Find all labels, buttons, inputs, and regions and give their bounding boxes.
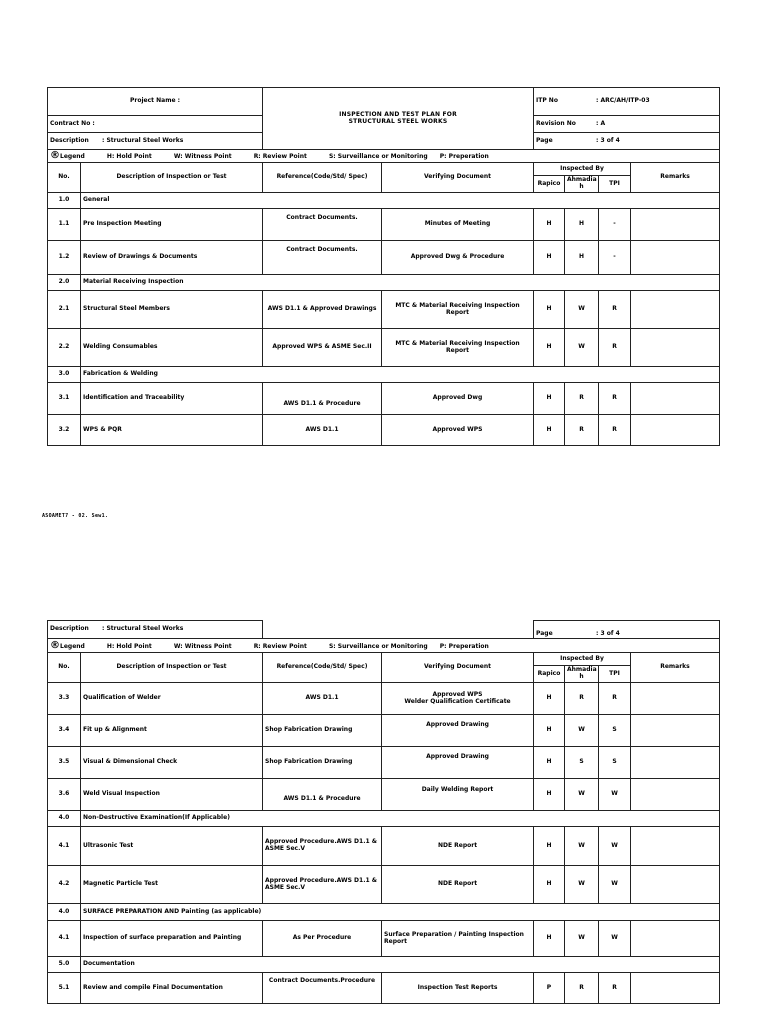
row-rapico: H: [534, 329, 565, 367]
row-remarks: [631, 973, 720, 1004]
col-header-tpi: TPI: [599, 176, 631, 193]
header-blank: [263, 621, 534, 639]
row-remarks: [631, 683, 720, 715]
row-rapico: H: [534, 866, 565, 904]
row-rapico: P: [534, 973, 565, 1004]
row-ahmadiah: W: [565, 329, 599, 367]
row-verifying: Approved Dwg: [382, 383, 534, 415]
table-row: [48, 921, 720, 957]
section-number: 3.0: [48, 367, 81, 383]
row-reference: AWS D1.1: [263, 683, 382, 715]
description: [48, 621, 263, 639]
document-stamp: ASOAMET7 - 02. Sew1.: [42, 513, 109, 519]
section-row: [48, 904, 720, 921]
row-tpi: W: [599, 921, 631, 957]
row-ahmadiah: R: [565, 973, 599, 1004]
row-tpi: W: [599, 866, 631, 904]
row-no: 4.1: [48, 827, 81, 866]
row-ahmadiah: H: [565, 241, 599, 275]
row-no: 1.2: [48, 241, 81, 275]
row-reference: Approved Procedure.AWS D1.1 & ASME Sec.V: [263, 827, 382, 866]
row-no: 2.2: [48, 329, 81, 367]
table-row: [48, 747, 720, 779]
revision-value: : A: [596, 119, 606, 127]
row-ahmadiah: W: [565, 715, 599, 747]
row-verifying-line-2: Welder Qualification Certificate: [404, 697, 511, 705]
row-verifying: MTC & Material Receiving Inspection Report: [382, 329, 534, 367]
row-remarks: [631, 383, 720, 415]
legend-symbol: ®: [50, 150, 60, 162]
row-reference: Contract Documents.: [263, 241, 382, 275]
table-row: [48, 415, 720, 446]
contract-no-label: Contract No :: [50, 119, 95, 127]
table-row: [48, 683, 720, 715]
row-reference: AWS D1.1 & Procedure: [263, 383, 382, 415]
table-row: [48, 827, 720, 866]
row-tpi: R: [599, 329, 631, 367]
section-row: [48, 811, 720, 827]
row-reference: Contract Documents.: [263, 209, 382, 241]
row-description: Welding Consumables: [81, 329, 263, 367]
col-header-verifying: Verifying Document: [382, 653, 534, 683]
section-title: Non-Destructive Examination(If Applicable): [81, 811, 720, 827]
table-row: [48, 779, 720, 811]
row-ahmadiah: H: [565, 209, 599, 241]
col-header-remarks: Remarks: [631, 653, 720, 683]
legend-label: Legend: [60, 153, 85, 161]
row-remarks: [631, 715, 720, 747]
itp-table-1: [47, 87, 720, 446]
row-tpi: S: [599, 747, 631, 779]
table-row: [48, 329, 720, 367]
col-header-reference: Reference(Code/Std/ Spec): [263, 653, 382, 683]
row-no: 3.3: [48, 683, 81, 715]
legend-symbol: ®: [50, 639, 60, 651]
section-row: [48, 957, 720, 973]
row-no: 5.1: [48, 973, 81, 1004]
page-value: : 3 of 4: [596, 630, 620, 638]
row-ahmadiah: S: [565, 747, 599, 779]
row-tpi: -: [599, 209, 631, 241]
row-remarks: [631, 779, 720, 811]
row-tpi: R: [599, 973, 631, 1004]
row-description: Weld Visual Inspection: [81, 779, 263, 811]
row-no: 3.6: [48, 779, 81, 811]
row-tpi: -: [599, 241, 631, 275]
table-row: [48, 241, 720, 275]
row-verifying: Surface Preparation / Painting Inspection Report: [382, 921, 534, 957]
row-reference: Shop Fabrication Drawing: [263, 715, 382, 747]
row-verifying: NDE Report: [382, 827, 534, 866]
col-header-ahmadiah: Ahmadia h: [565, 666, 599, 683]
legend-surveillance: S: Surveillance or Monitoring: [328, 642, 428, 650]
row-description: Qualification of Welder: [81, 683, 263, 715]
legend-surveillance: S: Surveillance or Monitoring: [328, 153, 428, 161]
row-reference: Contract Documents.Procedure: [263, 973, 382, 1004]
row-rapico: H: [534, 827, 565, 866]
legend-review: R: Review Point: [253, 642, 307, 650]
col-header-reference: Reference(Code/Std/ Spec): [263, 163, 382, 193]
document-title: [263, 88, 534, 150]
row-rapico: H: [534, 921, 565, 957]
row-no: 3.4: [48, 715, 81, 747]
col-header-no: No.: [48, 163, 81, 193]
row-verifying: Inspection Test Reports: [382, 973, 534, 1004]
row-remarks: [631, 866, 720, 904]
row-rapico: H: [534, 683, 565, 715]
row-ahmadiah: W: [565, 921, 599, 957]
itp-no-value: : ARC/AH/ITP-03: [596, 97, 650, 105]
row-reference: AWS D1.1: [263, 415, 382, 446]
row-rapico: H: [534, 715, 565, 747]
legend-label: Legend: [60, 642, 85, 650]
row-tpi: S: [599, 715, 631, 747]
description: [48, 133, 263, 150]
row-remarks: [631, 329, 720, 367]
row-reference: AWS D1.1 & Approved Drawings: [263, 291, 382, 329]
row-verifying-line-1: Approved WPS: [432, 690, 483, 698]
row-verifying: Approved Dwg & Procedure: [382, 241, 534, 275]
row-ahmadiah: W: [565, 779, 599, 811]
row-description: Ultrasonic Test: [81, 827, 263, 866]
row-no: 4.1: [48, 921, 81, 957]
legend-row: [48, 150, 720, 163]
section-number: 4.0: [48, 811, 81, 827]
col-header-inspected-by: Inspected By: [534, 653, 631, 666]
legend-row: [48, 639, 720, 653]
section-number: 2.0: [48, 275, 81, 291]
row-no: 1.1: [48, 209, 81, 241]
row-remarks: [631, 291, 720, 329]
row-tpi: R: [599, 383, 631, 415]
row-verifying: [382, 683, 534, 715]
section-row: [48, 367, 720, 383]
description-label: Description: [50, 625, 89, 633]
row-remarks: [631, 921, 720, 957]
row-description: Pre Inspection Meeting: [81, 209, 263, 241]
row-description: Fit up & Alignment: [81, 715, 263, 747]
row-description: Magnetic Particle Test: [81, 866, 263, 904]
row-description: Inspection of surface preparation and Painting: [81, 921, 263, 957]
itp-no-label: ITP No: [536, 97, 558, 105]
legend-preparation: P: Preperation: [439, 153, 489, 161]
row-rapico: H: [534, 383, 565, 415]
section-number: 1.0: [48, 193, 81, 209]
section-row: [48, 275, 720, 291]
row-rapico: H: [534, 209, 565, 241]
itp-table-2: [47, 620, 720, 1004]
row-description: Review of Drawings & Documents: [81, 241, 263, 275]
row-ahmadiah: W: [565, 291, 599, 329]
description-value: : Structural Steel Works: [102, 625, 184, 633]
row-tpi: W: [599, 827, 631, 866]
row-rapico: H: [534, 291, 565, 329]
row-reference: AWS D1.1 & Procedure: [263, 779, 382, 811]
revision-label: Revision No: [536, 119, 576, 127]
row-remarks: [631, 747, 720, 779]
row-ahmadiah: R: [565, 683, 599, 715]
title-line-2: STRUCTURAL STEEL WORKS: [348, 117, 448, 125]
section-title: Material Receiving Inspection: [81, 275, 720, 291]
row-no: 3.1: [48, 383, 81, 415]
itp-sheet-page-1: [47, 87, 719, 446]
description-label: Description: [50, 136, 89, 144]
row-reference: Shop Fabrication Drawing: [263, 747, 382, 779]
row-no: 3.2: [48, 415, 81, 446]
row-ahmadiah: W: [565, 827, 599, 866]
page-label: Page: [536, 630, 553, 638]
section-number: 4.0: [48, 904, 81, 921]
row-description: Review and compile Final Documentation: [81, 973, 263, 1004]
legend-preparation: P: Preperation: [439, 642, 489, 650]
col-header-description: Description of Inspection or Test: [81, 163, 263, 193]
section-number: 5.0: [48, 957, 81, 973]
itp-no: [534, 88, 720, 116]
row-rapico: H: [534, 779, 565, 811]
legend-hold: H: Hold Point: [106, 642, 152, 650]
row-reference: Approved WPS & ASME Sec.II: [263, 329, 382, 367]
section-title: General: [81, 193, 720, 209]
row-tpi: R: [599, 415, 631, 446]
page-no: [534, 621, 720, 639]
legend-review: R: Review Point: [253, 153, 307, 161]
row-ahmadiah: R: [565, 415, 599, 446]
row-ahmadiah: R: [565, 383, 599, 415]
row-reference: As Per Procedure: [263, 921, 382, 957]
row-verifying: Approved WPS: [382, 415, 534, 446]
row-no: 3.5: [48, 747, 81, 779]
row-rapico: H: [534, 241, 565, 275]
section-title: Fabrication & Welding: [81, 367, 720, 383]
row-verifying: Daily Welding Report: [382, 779, 534, 811]
row-verifying: Approved Drawing: [382, 715, 534, 747]
col-header-ahmadiah: Ahmadia h: [565, 176, 599, 193]
row-no: 2.1: [48, 291, 81, 329]
revision-no: [534, 116, 720, 133]
table-row: [48, 866, 720, 904]
legend-hold: H: Hold Point: [106, 153, 152, 161]
row-verifying: Minutes of Meeting: [382, 209, 534, 241]
col-header-rapico: Rapico: [534, 666, 565, 683]
row-remarks: [631, 415, 720, 446]
col-header-remarks: Remarks: [631, 163, 720, 193]
row-ahmadiah: W: [565, 866, 599, 904]
row-verifying: Approved Drawing: [382, 747, 534, 779]
description-value: : Structural Steel Works: [102, 136, 184, 144]
col-header-no: No.: [48, 653, 81, 683]
row-tpi: W: [599, 779, 631, 811]
page-label: Page: [536, 136, 553, 144]
section-row: [48, 193, 720, 209]
row-remarks: [631, 827, 720, 866]
page-no: [534, 133, 720, 150]
table-row: [48, 291, 720, 329]
col-header-inspected-by: Inspected By: [534, 163, 631, 176]
itp-sheet-page-2: [47, 620, 719, 1004]
table-row: [48, 973, 720, 1004]
row-description: Identification and Traceability: [81, 383, 263, 415]
row-no: 4.2: [48, 866, 81, 904]
section-title: SURFACE PREPARATION AND Painting (as applicable): [81, 904, 720, 921]
col-header-description: Description of Inspection or Test: [81, 653, 263, 683]
row-remarks: [631, 209, 720, 241]
legend-witness: W: Witness Point: [173, 153, 232, 161]
col-header-tpi: TPI: [599, 666, 631, 683]
row-tpi: R: [599, 291, 631, 329]
table-row: [48, 715, 720, 747]
row-rapico: H: [534, 747, 565, 779]
title-line-1: INSPECTION AND TEST PLAN FOR: [339, 110, 457, 118]
project-name-label: Project Name :: [48, 88, 263, 116]
row-description: WPS & PQR: [81, 415, 263, 446]
legend-witness: W: Witness Point: [173, 642, 232, 650]
row-rapico: H: [534, 415, 565, 446]
page-value: : 3 of 4: [596, 136, 620, 144]
row-description: Structural Steel Members: [81, 291, 263, 329]
row-verifying: NDE Report: [382, 866, 534, 904]
section-title: Documentation: [81, 957, 720, 973]
row-remarks: [631, 241, 720, 275]
row-description: Visual & Dimensional Check: [81, 747, 263, 779]
row-reference: Approved Procedure.AWS D1.1 & ASME Sec.V: [263, 866, 382, 904]
col-header-rapico: Rapico: [534, 176, 565, 193]
table-row: [48, 209, 720, 241]
table-row: [48, 383, 720, 415]
row-tpi: R: [599, 683, 631, 715]
contract-no: [48, 116, 263, 133]
row-verifying: MTC & Material Receiving Inspection Report: [382, 291, 534, 329]
col-header-verifying: Verifying Document: [382, 163, 534, 193]
